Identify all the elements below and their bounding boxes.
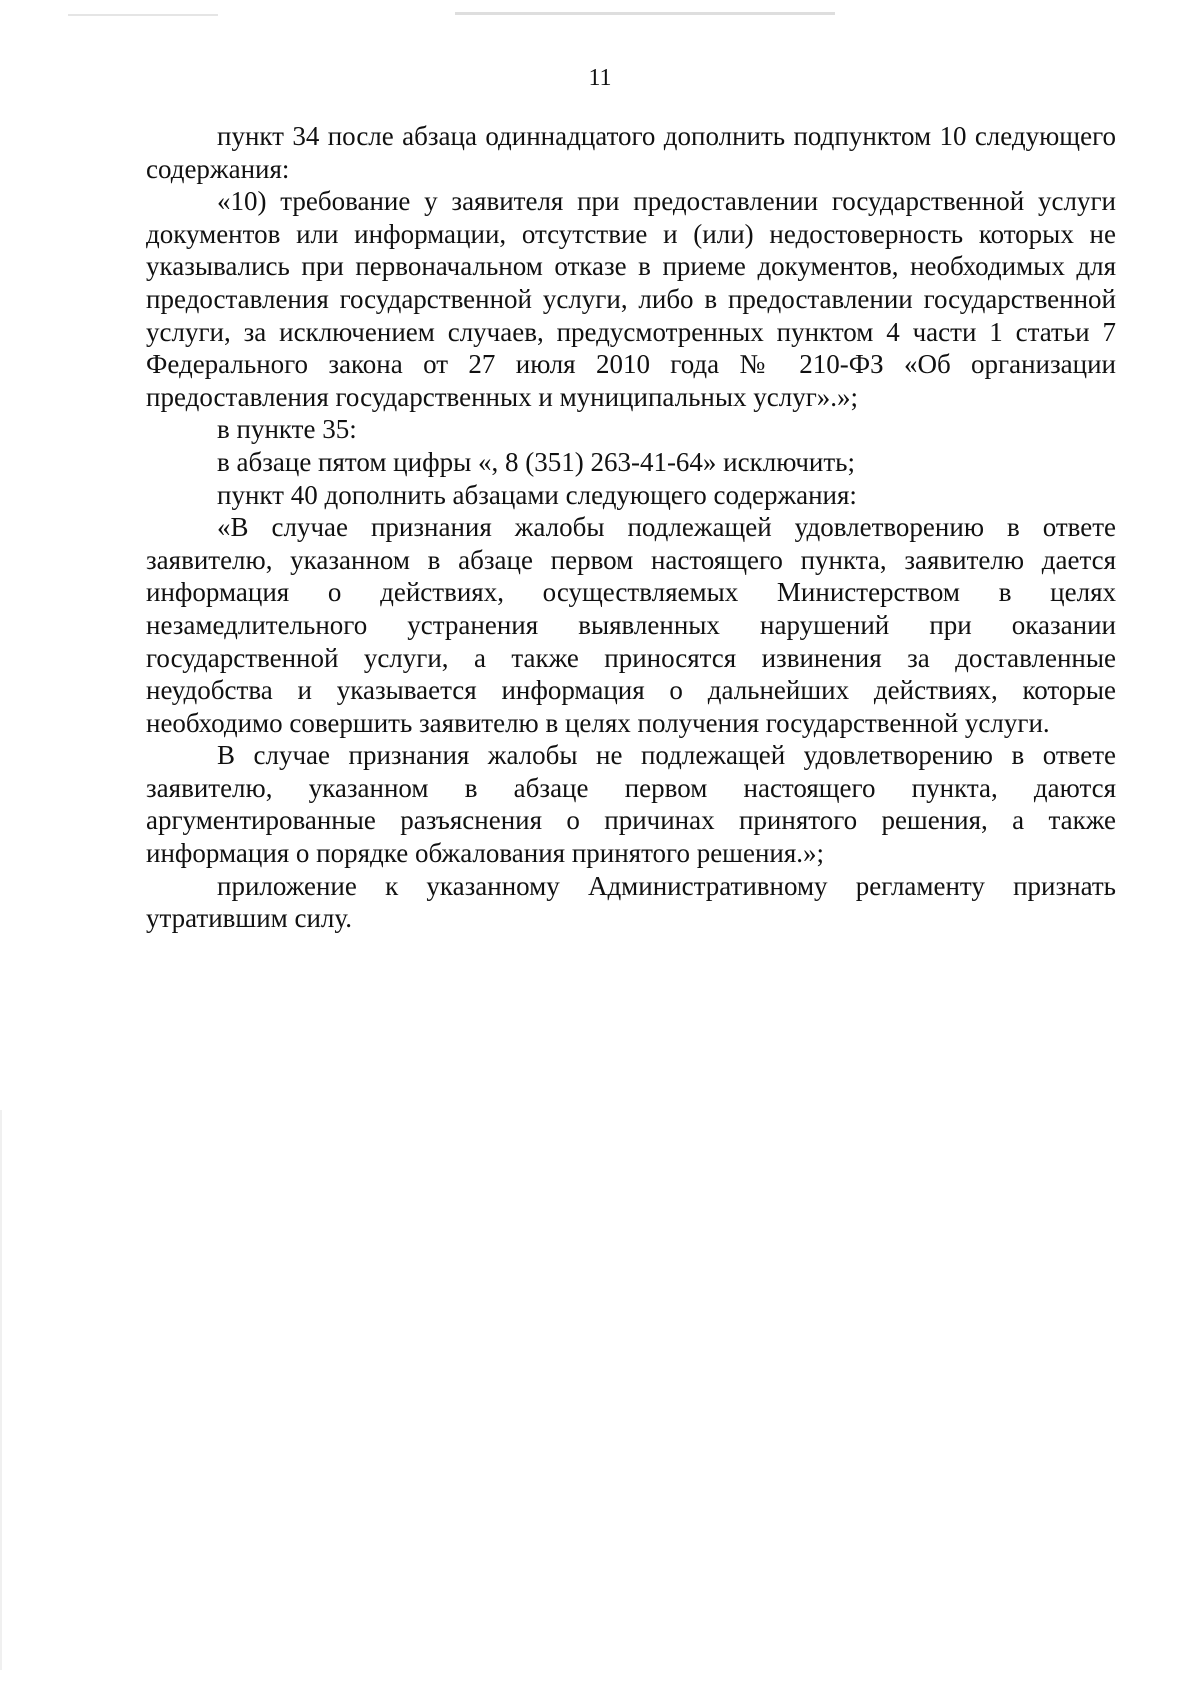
paragraph-appendix: приложение к указанному Административному регламенту признать утратившим силу. [146,870,1116,934]
paragraph-item-35-abzac-5: в абзаце пятом цифры «, 8 (351) 263-41-64» исключить; [217,446,855,477]
paragraph-complaint-satisfied: «В случае признания жалобы подлежащей удовлетворению в ответе заявителю, указанном в абзаце первом настоящего пункта, заявителю дается информация о действиях, осуществляемых Министерством в целях незамедлительного устранения выявленных нарушений при оказании государственной услуги, а также приносятся извинения за доставленные неудобства и указывается информация о дальнейших действиях, которые необходимо совершить заявителю в целях получения государственной услуги. [146,512,1116,738]
scan-artifact [455,12,835,15]
paragraph-complaint-rejected: В случае признания жалобы не подлежащей удовлетворению в ответе заявителю, указанном в абзаце первом настоящего пункта, даются аргументированные разъяснения о причинах принятого решения, а также информация о порядке обжалования принятого решения.»; [146,740,1116,869]
scan-artifact [0,1110,2,1670]
page-number: 11 [588,65,612,91]
paragraph-item-40: пункт 40 дополнить абзацами следующего содержания: [217,479,857,510]
scan-artifact [68,14,218,16]
paragraph-item-34: пункт 34 после абзаца одиннадцатого дополнить подпунктом 10 следующего содержания: [146,121,1116,184]
paragraph-subitem-10: «10) требование у заявителя при предоставлении государственной услуги документов или информации, отсутствие и (или) недостоверность которых не указывались при первоначальном отказе в приеме документов, необходимых для предоставления государственной услуги, либо в предоставлении государственной услуги, за исключением случаев, предусмотренных пунктом 4 части 1 статьи 7 Федерального закона от 27 июля 2010 года № 210-ФЗ «Об организации предоставления государственных и муниципальных услуг».»; [146,186,1116,412]
document-body [146,120,1116,935]
paragraph-item-35: в пункте 35: [217,414,357,445]
